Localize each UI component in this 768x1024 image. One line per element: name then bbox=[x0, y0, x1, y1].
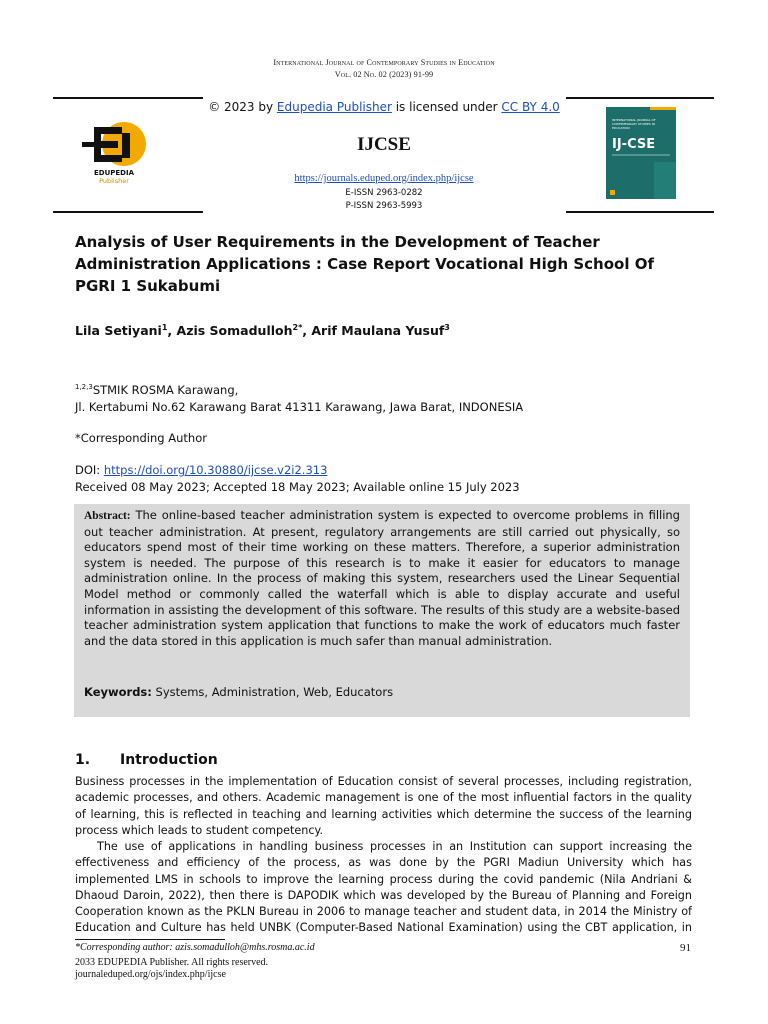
footnote-rule bbox=[75, 939, 225, 940]
keywords-list: Systems, Administration, Web, Educators bbox=[151, 685, 394, 699]
edupedia-logo bbox=[72, 117, 156, 197]
journal-abbrev: IJCSE bbox=[357, 134, 411, 155]
author-name: Lila Setiyani bbox=[75, 323, 162, 339]
doi-line: DOI: https://doi.org/10.30880/ijcse.v2i2.313 bbox=[75, 463, 328, 477]
keywords bbox=[84, 685, 393, 699]
corresponding-note: *Corresponding Author bbox=[75, 431, 207, 445]
affiliation-sup: 1,2,3 bbox=[75, 383, 93, 392]
affiliation-line-1: $^{1,2,3}$STMIK ROSMA Karawang, bbox=[75, 383, 239, 397]
eissn: E-ISSN 2963-0282 bbox=[345, 188, 423, 198]
license-link[interactable]: CC BY 4.0 bbox=[501, 100, 560, 114]
journal-cover-image bbox=[606, 107, 676, 199]
copyright: 2033 EDUPEDIA Publisher. All rights reserved. bbox=[75, 957, 269, 968]
intro-paragraph-1: Business processes in the implementation of Education consist of several processes, including registration, academic processes, and others. Academic management is one of the most influential factors in the quality of learning, this is reflected in teaching and learning activities which determine the success of the learning process which leads to student competency. bbox=[75, 775, 692, 837]
section-heading bbox=[75, 752, 218, 768]
page-number: 91 bbox=[680, 942, 691, 954]
publisher-link[interactable]: Edupedia Publisher bbox=[276, 100, 392, 114]
abstract-text bbox=[84, 508, 680, 649]
edupedia-logo-subtext: Publisher bbox=[99, 177, 129, 185]
article-dates: Received 08 May 2023; Accepted 18 May 2023; Available online 15 July 2023 bbox=[75, 480, 520, 494]
license-prefix: © 2023 by bbox=[208, 100, 277, 114]
edupedia-logo-text: EDUPEDIA bbox=[93, 169, 135, 177]
svg-text:CONTEMPORARY STUDIES IN: CONTEMPORARY STUDIES IN bbox=[612, 122, 655, 126]
cover-title: IJ-CSE bbox=[612, 137, 656, 152]
abstract-body: The online-based teacher administration system is expected to overcome problems in filling out teacher administration. At present, regulatory arrangements are still carried out physically, so educators spend most of their time working on these matters. Therefore, a superior administration system is needed. The purpose of this research is to make it easier for educators to manage administration online. In the process of making this system, researchers used the Linear Sequential Model method or commonly called the waterfall which is able to display accurate and useful information in assisting the development of this software. The results of this study are a website-based teacher administration system application that functions to make the work of educators much faster and the data stored in this application is much safer than manual administration. bbox=[84, 508, 680, 648]
section-title: Introduction bbox=[120, 752, 218, 768]
volume-info: Vol. 02 No. 02 (2023) 91-99 bbox=[334, 70, 434, 79]
abstract-label: Abstract: bbox=[84, 510, 131, 522]
author-sup: 1 bbox=[161, 323, 168, 332]
pissn: P-ISSN 2963-5993 bbox=[345, 201, 423, 211]
header-rule-left bbox=[53, 97, 203, 99]
author-list: Lila Setiyani$^1$, Azis Somadulloh$^{2*}$, Arif Maulana Yusuf$^3$ bbox=[75, 323, 450, 339]
section-number: 1. bbox=[75, 752, 91, 768]
svg-text:INTERNATIONAL JOURNAL OF: INTERNATIONAL JOURNAL OF bbox=[612, 118, 656, 122]
journal-url-link[interactable]: https://journals.eduped.org/index.php/ijcse bbox=[294, 173, 474, 184]
author-sup: 3 bbox=[444, 323, 450, 332]
author-sup: 2* bbox=[292, 323, 303, 332]
journal-footer-url: journaleduped.org/ojs/index.php/ijcse bbox=[75, 969, 226, 980]
header-rule-right bbox=[566, 97, 714, 99]
keywords-label: Keywords: bbox=[84, 685, 152, 699]
license-mid: is licensed under bbox=[391, 100, 502, 114]
header-rule-right-bottom bbox=[566, 211, 714, 213]
doi-link[interactable]: https://doi.org/10.30880/ijcse.v2i2.313 bbox=[103, 463, 328, 477]
author-name: Azis Somadulloh bbox=[176, 323, 293, 339]
author-name: Arif Maulana Yusuf bbox=[311, 323, 445, 339]
article-title: Analysis of User Requirements in the Development of Teacher Administration Applications : Case Report Vocational High School Of PGRI 1 Sukabumi bbox=[75, 233, 654, 295]
affiliation-line-2: Jl. Kertabumi No.62 Karawang Barat 41311 Karawang, Jawa Barat, INDONESIA bbox=[75, 400, 524, 414]
header-rule-left-bottom bbox=[53, 211, 203, 213]
journal-name: International Journal of Contemporary Studies in Education bbox=[273, 58, 495, 67]
intro-paragraph-2: The use of applications in handling business processes in an Institution can support increasing the effectiveness and efficiency of the process, as was done by the PGRI Madiun University which has implemented LMS in schools to improve the learning process during the covid pandemic (Nila Andriani & Dhaoud Daroin, 2022), then there is DAPODIK which was developed by the Bureau of Planning and Foreign Cooperation known as the PKLN Bureau in 2006 to manage teacher and student data, in 2014 the Ministry of Education and Culture has held UNBK (Computer-Based National Examination) using the CBT application, in bbox=[75, 840, 692, 935]
corresponding-author-footnote: *Corresponding author: azis.somadulloh@mhs.rosma.ac.id bbox=[75, 942, 315, 953]
svg-text:EDUCATION: EDUCATION bbox=[612, 126, 630, 130]
